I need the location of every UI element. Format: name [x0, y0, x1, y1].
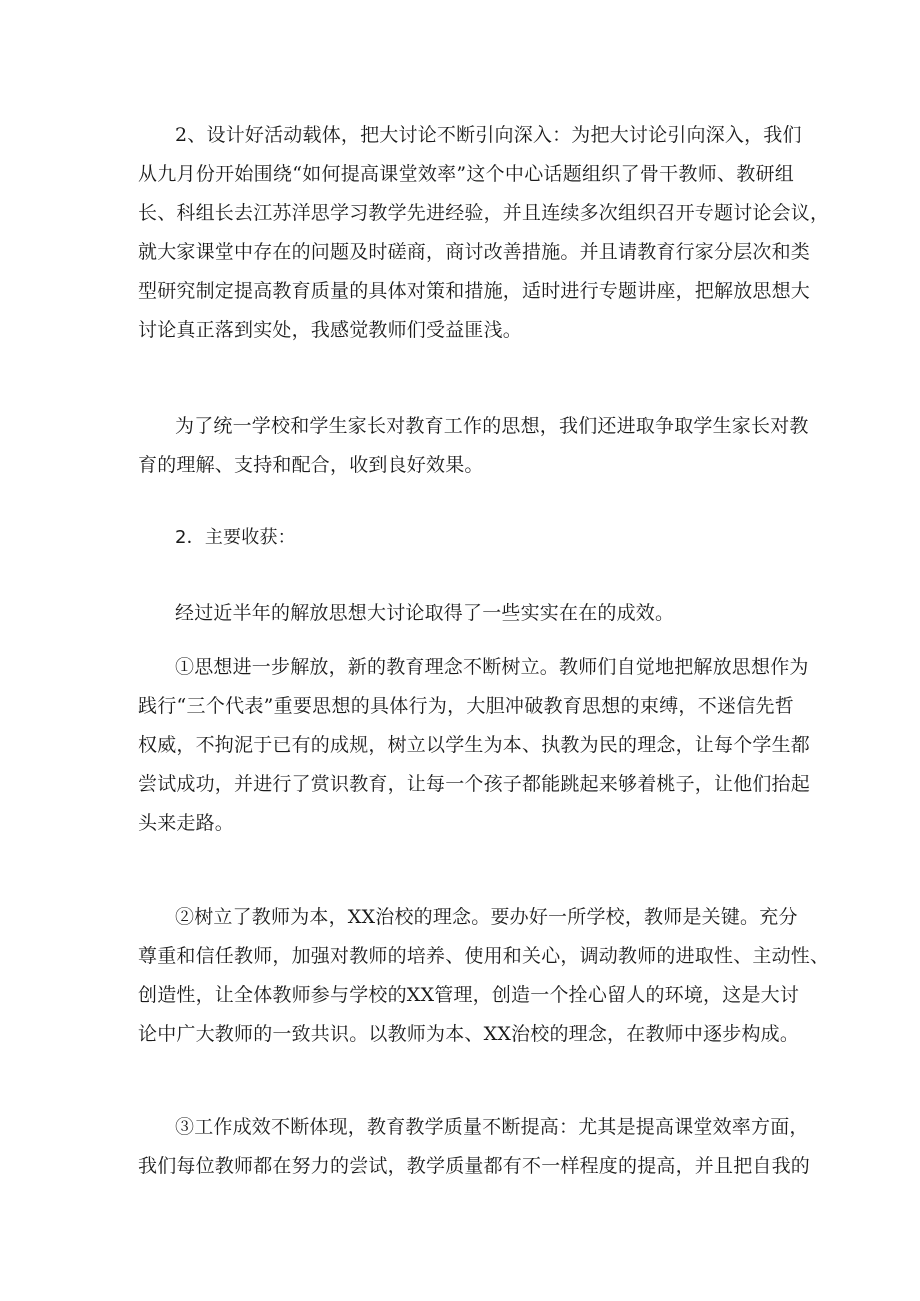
- text-line: 践行“三个代表”重要思想的具体行为，大胆冲破教育思想的束缚，不迷信先哲: [138, 695, 794, 717]
- text-line: ②树立了教师为本，XX治校的理念。要办好一所学校，教师是关键。充分: [175, 906, 798, 928]
- text-line: 尊重和信任教师，加强对教师的培养、使用和关心，调动教师的进取性、主动性、: [138, 945, 830, 967]
- text-line: ③工作成效不断体现，教育教学质量不断提高：尤其是提高课堂效率方面，: [175, 1116, 809, 1138]
- text-line: 创造性，让全体教师参与学校的XX管理，创造一个拴心留人的环境，这是大讨: [138, 984, 800, 1006]
- text-line: 就大家课堂中存在的问题及时磋商，商讨改善措施。并且请教育行家分层次和类: [138, 241, 811, 263]
- text-line: 从九月份开始围绕“如何提高课堂效率”这个中心话题组织了骨干教师、教研组: [138, 163, 794, 185]
- text-line: 为了统一学校和学生家长对教育工作的思想，我们还进取争取学生家长对教: [175, 415, 809, 437]
- text-line: ①思想进一步解放，新的教育理念不断树立。教师们自觉地把解放思想作为: [175, 656, 809, 678]
- section-heading-main-gains: [138, 518, 794, 557]
- section-heading: 2．主要收获：: [175, 527, 296, 548]
- text-line: 我们每位教师都在努力的尝试，教学质量都有不一样程度的提高，并且把自我的: [138, 1155, 811, 1177]
- paragraph-activity-carrier: [138, 116, 830, 350]
- paragraph-point-three: [138, 1108, 811, 1186]
- paragraph-summary: [138, 594, 794, 633]
- text-line: 权威，不拘泥于已有的成规，树立以学生为本、执教为民的理念，让每个学生都: [138, 734, 811, 756]
- paragraph-point-two: [138, 898, 830, 1054]
- paragraph-parents: [138, 407, 809, 485]
- text-line: 讨论真正落到实处，我感觉教师们受益匪浅。: [138, 319, 523, 341]
- text-line: 育的理解、支持和配合，收到良好效果。: [138, 454, 484, 476]
- text-line: 尝试成功，并进行了赏识教育，让每一个孩子都能跳起来够着桃子，让他们抬起: [138, 773, 811, 795]
- text-line: 长、科组长去江苏洋思学习教学先进经验，并且连续多次组织召开专题讨论会议，: [138, 202, 830, 224]
- text-line: 头来走路。: [138, 812, 235, 834]
- text-line: 经过近半年的解放思想大讨论取得了一些实实在在的成效。: [175, 602, 675, 624]
- text-line: 论中广大教师的一致共识。以教师为本、XX治校的理念，在教师中逐步构成。: [138, 1023, 800, 1045]
- paragraph-point-one: [138, 648, 811, 843]
- text-line: 2、设计好活动载体，把大讨论不断引向深入：为把大讨论引向深入，我们: [175, 124, 802, 146]
- text-line: 型研究制定提高教育质量的具体对策和措施，适时进行专题讲座，把解放思想大: [138, 280, 811, 302]
